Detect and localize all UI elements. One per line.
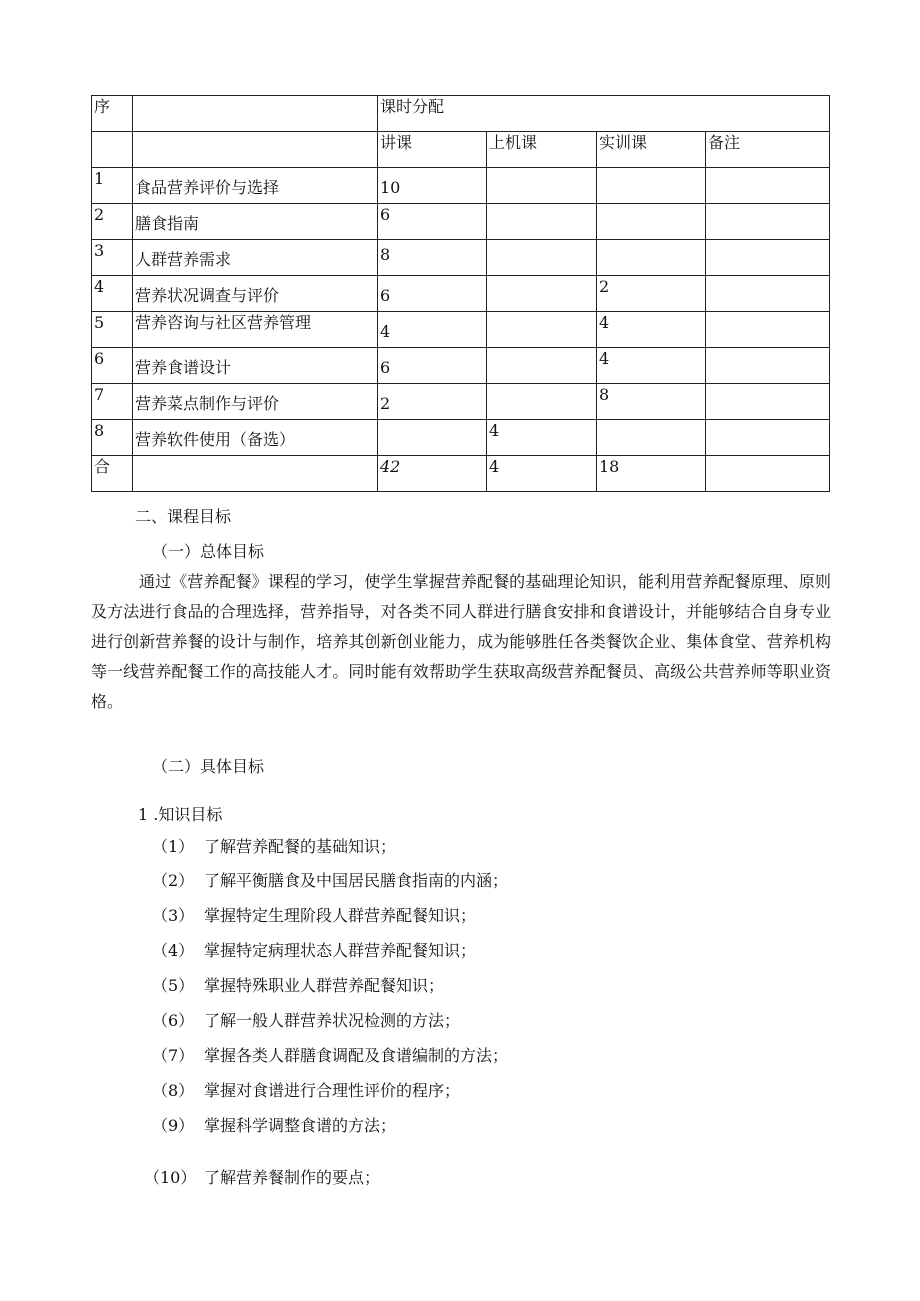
row-no: 6 <box>92 348 133 384</box>
row-practical: 4 <box>597 348 706 384</box>
row-practical <box>597 168 706 204</box>
knowledge-goal-heading: 1 .知识目标 <box>138 805 223 824</box>
list-item: 掌握各类人群膳食调配及食谱编制的方法； <box>204 1046 509 1065</box>
row-practical: 8 <box>597 384 706 420</box>
list-item-number: （4） <box>152 941 195 960</box>
section-heading: 二、课程目标 <box>135 507 232 526</box>
header-lecture: 讲课 <box>378 132 487 168</box>
table-subheader-row <box>92 132 830 168</box>
header-practical: 实训课 <box>597 132 706 168</box>
row-no: 3 <box>92 240 133 276</box>
row-name: 营养咨询与社区营养管理 <box>133 312 378 348</box>
row-practical <box>597 204 706 240</box>
list-item: 掌握对食谱进行合理性评价的程序； <box>204 1081 461 1100</box>
header-hours-allocation: 课时分配 <box>378 96 830 132</box>
row-lecture: 6 <box>378 276 487 312</box>
list-item-number: （5） <box>152 976 195 995</box>
row-practical: 2 <box>597 276 706 312</box>
row-remarks <box>706 312 830 348</box>
row-no: 1 <box>92 168 133 204</box>
list-item-number: （3） <box>152 906 195 925</box>
row-computer <box>487 348 597 384</box>
row-lecture: 2 <box>378 384 487 420</box>
row-remarks <box>706 204 830 240</box>
row-lecture: 10 <box>378 168 487 204</box>
row-name: 营养软件使用（备选） <box>133 420 378 456</box>
total-computer: 4 <box>487 456 597 492</box>
table-row <box>92 276 830 312</box>
row-remarks <box>706 348 830 384</box>
total-label: 合 <box>92 456 133 492</box>
row-name: 人群营养需求 <box>133 240 378 276</box>
total-practical: 18 <box>597 456 706 492</box>
row-remarks <box>706 420 830 456</box>
list-item: 掌握科学调整食谱的方法； <box>204 1116 397 1135</box>
list-item: 了解营养餐制作的要点； <box>204 1168 381 1187</box>
row-no: 8 <box>92 420 133 456</box>
row-computer <box>487 312 597 348</box>
header-seq: 序 <box>92 96 133 132</box>
row-computer <box>487 168 597 204</box>
list-item: 掌握特定生理阶段人群营养配餐知识； <box>204 906 477 925</box>
row-lecture: 8 <box>378 240 487 276</box>
header-remarks: 备注 <box>706 132 830 168</box>
row-no: 7 <box>92 384 133 420</box>
row-remarks <box>706 240 830 276</box>
list-item-number: （1） <box>152 837 195 856</box>
row-name: 营养食谱设计 <box>133 348 378 384</box>
list-item-number: （7） <box>152 1046 195 1065</box>
table-row <box>92 204 830 240</box>
row-practical <box>597 420 706 456</box>
list-item: 掌握特定病理状态人群营养配餐知识； <box>204 941 477 960</box>
table-row <box>92 348 830 384</box>
row-remarks <box>706 384 830 420</box>
subheader-empty-1 <box>92 132 133 168</box>
course-hours-table <box>91 95 830 492</box>
list-item: 了解营养配餐的基础知识； <box>204 837 397 856</box>
total-name <box>133 456 378 492</box>
row-remarks <box>706 276 830 312</box>
list-item: 掌握特殊职业人群营养配餐知识； <box>204 976 445 995</box>
row-lecture: 4 <box>378 312 487 348</box>
row-computer <box>487 276 597 312</box>
row-computer <box>487 204 597 240</box>
specific-goal-heading: （二）具体目标 <box>152 757 265 776</box>
list-item: 了解一般人群营养状况检测的方法； <box>204 1011 461 1030</box>
table-total-row <box>92 456 830 492</box>
row-practical: 4 <box>597 312 706 348</box>
list-item-number: （9） <box>152 1116 195 1135</box>
row-computer: 4 <box>487 420 597 456</box>
row-lecture <box>378 420 487 456</box>
header-empty <box>133 96 378 132</box>
row-no: 4 <box>92 276 133 312</box>
row-name: 膳食指南 <box>133 204 378 240</box>
row-lecture: 6 <box>378 348 487 384</box>
row-remarks <box>706 168 830 204</box>
table-row <box>92 168 830 204</box>
list-item-number: （10） <box>144 1168 197 1187</box>
list-item-number: （2） <box>152 871 195 890</box>
table-header-row <box>92 96 830 132</box>
row-no: 5 <box>92 312 133 348</box>
table-row <box>92 312 830 348</box>
row-name: 食品营养评价与选择 <box>133 168 378 204</box>
table-row <box>92 384 830 420</box>
list-item: 了解平衡膳食及中国居民膳食指南的内涵； <box>204 871 509 890</box>
row-computer <box>487 240 597 276</box>
row-no: 2 <box>92 204 133 240</box>
row-computer <box>487 384 597 420</box>
table-row <box>92 420 830 456</box>
total-lecture: 42 <box>378 456 487 492</box>
list-item-number: （8） <box>152 1081 195 1100</box>
total-remarks <box>706 456 830 492</box>
row-lecture: 6 <box>378 204 487 240</box>
overall-goal-heading: （一）总体目标 <box>152 542 265 561</box>
row-name: 营养菜点制作与评价 <box>133 384 378 420</box>
table-row <box>92 240 830 276</box>
header-computer: 上机课 <box>487 132 597 168</box>
list-item-number: （6） <box>152 1011 195 1030</box>
overall-goal-paragraph: 通过《营养配餐》课程的学习，使学生掌握营养配餐的基础理论知识，能利用营养配餐原理、原则及方法进行食品的合理选择，营养指导，对各类不同人群进行膳食安排和食谱设计，并能够结合自身专业进行创新营养餐的设计与制作，培养其创新创业能力，成为能够胜任各类餐饮企业、集体食堂、营养机构等一线营养配餐工作的高技能人才。同时能有效帮助学生获取高级营养配餐员、高级公共营养师等职业资格。 <box>91 572 831 711</box>
subheader-empty-2 <box>133 132 378 168</box>
row-practical <box>597 240 706 276</box>
row-name: 营养状况调查与评价 <box>133 276 378 312</box>
